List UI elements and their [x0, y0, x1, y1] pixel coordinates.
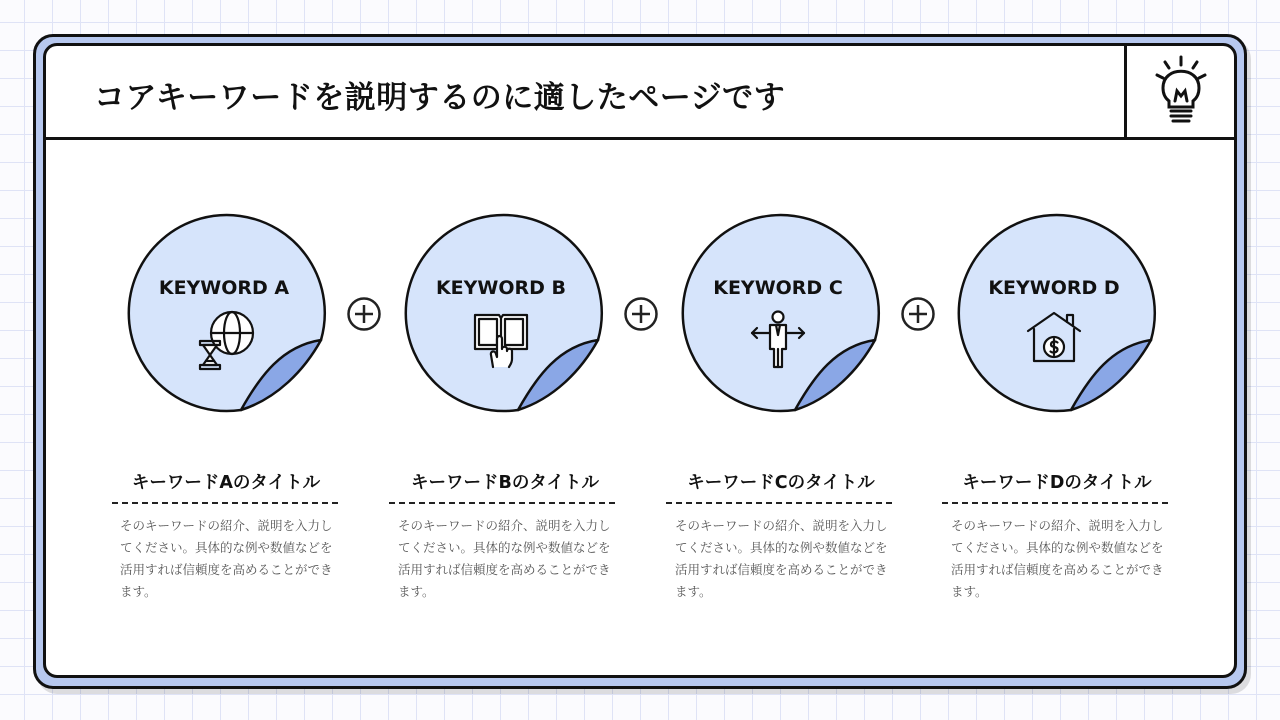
keyword-circle-d — [954, 213, 1160, 419]
page-title: コアキーワードを説明するのに適したページです — [94, 80, 786, 116]
keyword-title-a: キーワードAのタイトル — [131, 473, 321, 493]
keyword-label: KEYWORD B — [435, 277, 567, 299]
plus-icon — [623, 296, 659, 332]
keyword-description-b: そのキーワードの紹介、説明を入力してください。具体的な例や数値などを活用すれば信頼度を高めることができます。 — [398, 518, 611, 599]
dashed-divider — [666, 502, 892, 504]
plus-icon — [900, 296, 936, 332]
dashed-divider — [112, 502, 338, 504]
person-arrows-icon — [746, 309, 810, 373]
keyword-circle-a — [124, 213, 330, 419]
keyword-label: KEYWORD A — [158, 277, 290, 299]
dashed-divider — [389, 502, 615, 504]
keyword-description-c: そのキーワードの紹介、説明を入力してください。具体的な例や数値などを活用すれば信頼度を高めることができます。 — [675, 518, 888, 599]
keyword-title-d: キーワードDのタイトル — [962, 473, 1152, 493]
keyword-title-c: キーワードCのタイトル — [687, 473, 875, 493]
plus-icon — [346, 296, 382, 332]
keyword-description-d: そのキーワードの紹介、説明を入力してください。具体的な例や数値などを活用すれば信頼度を高めることができます。 — [951, 518, 1164, 599]
bulb-box — [1124, 46, 1234, 137]
dashed-divider — [942, 502, 1168, 504]
book-hand-icon — [469, 309, 533, 373]
keyword-title-b: キーワードBのタイトル — [411, 473, 599, 493]
keyword-circle-b — [401, 213, 607, 419]
keyword-label: KEYWORD C — [713, 277, 843, 299]
house-dollar-icon — [1022, 309, 1086, 373]
keyword-description-a: そのキーワードの紹介、説明を入力してください。具体的な例や数値などを活用すれば信頼度を高めることができます。 — [120, 518, 333, 599]
keyword-label: KEYWORD D — [988, 277, 1120, 299]
globe-hourglass-icon — [192, 309, 256, 373]
title-bar — [46, 46, 1234, 140]
keyword-circle-c — [678, 213, 884, 419]
lightbulb-icon — [1153, 53, 1209, 129]
